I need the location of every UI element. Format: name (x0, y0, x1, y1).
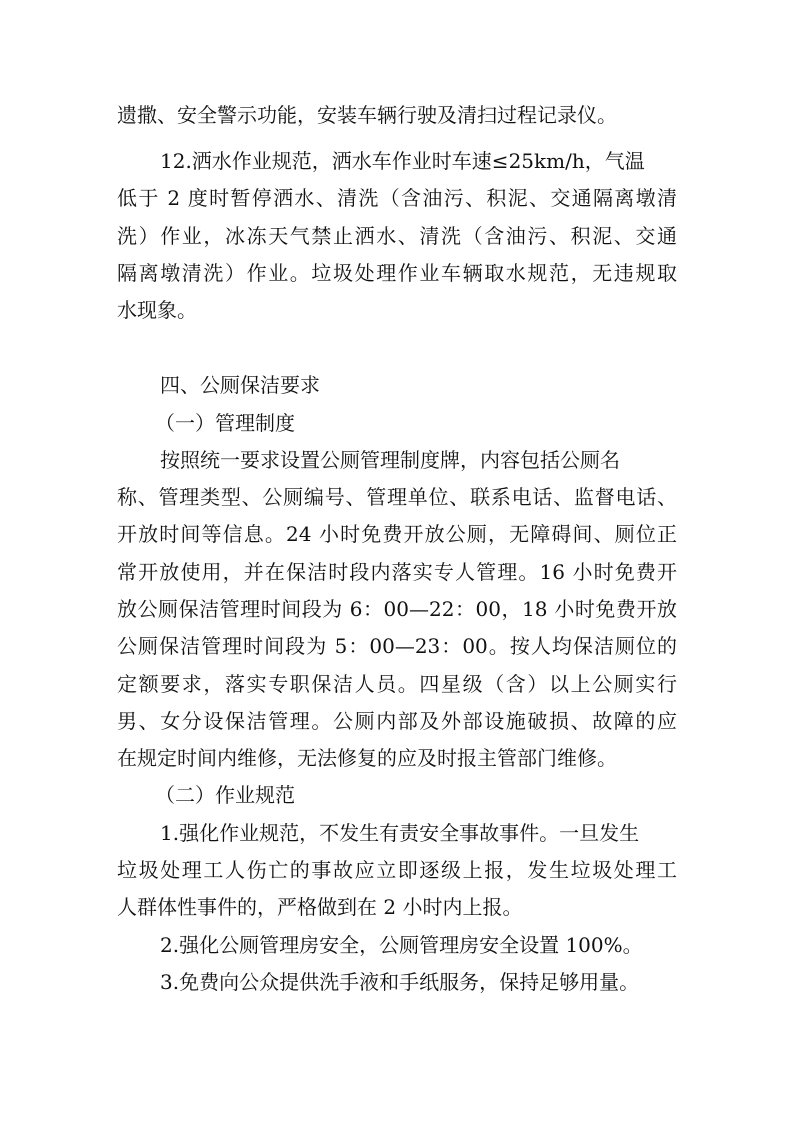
text-line: 定额要求，落实专职保洁人员。四星级（含）以上公厕实行 (117, 672, 677, 696)
text-line: 1.强化作业规范，不发生有责安全事故事件。一旦发生 (160, 821, 640, 845)
text-line: 公厕保洁管理时间段为 5：00—23：00。按人均保洁厕位的 (117, 634, 677, 658)
text-line: 垃圾处理工人伤亡的事故应立即逐级上报，发生垃圾处理工 (117, 858, 677, 882)
text-line: 男、女分设保洁管理。公厕内部及外部设施破损、故障的应 (117, 709, 677, 733)
text-line: 称、管理类型、公厕编号、管理单位、联系电话、监督电话、 (117, 485, 677, 509)
subsection-heading-operations: （二）作业规范 (155, 783, 295, 807)
text-line: 2.强化公厕管理房安全，公厕管理房安全设置 100%。 (160, 933, 643, 957)
text-line: 水现象。 (117, 298, 197, 322)
text-line: 遗撒、安全警示功能，安装车辆行驶及清扫过程记录仪。 (117, 103, 617, 127)
text-line: 隔离墩清洗）作业。垃圾处理作业车辆取水规范，无违规取 (117, 261, 677, 285)
text-line: 人群体性事件的，严格做到在 2 小时内上报。 (117, 895, 523, 919)
text-line: 按照统一要求设置公厕管理制度牌，内容包括公厕名 (160, 448, 620, 472)
text-line: 开放时间等信息。24 小时免费开放公厕，无障碍间、厕位正 (117, 522, 677, 546)
text-line: 常开放使用，并在保洁时段内落实专人管理。16 小时免费开 (117, 560, 677, 584)
text-line: 放公厕保洁管理时间段为 6：00—22：00，18 小时免费开放 (117, 597, 677, 621)
section-heading: 四、公厕保洁要求 (160, 373, 320, 397)
text-line: 3.免费向公众提供洗手液和手纸服务，保持足够用量。 (160, 970, 640, 994)
subsection-heading-management: （一）管理制度 (155, 411, 295, 435)
text-line: 12.洒水作业规范，洒水车作业时车速≤25km/h，气温 (160, 149, 645, 173)
text-line: 在规定时间内维修，无法修复的应及时报主管部门维修。 (117, 746, 617, 770)
text-line: 洗）作业，冰冻天气禁止洒水、清洗（含油污、积泥、交通 (117, 224, 677, 248)
text-line: 低于 2 度时暂停洒水、清洗（含油污、积泥、交通隔离墩清 (117, 186, 677, 210)
